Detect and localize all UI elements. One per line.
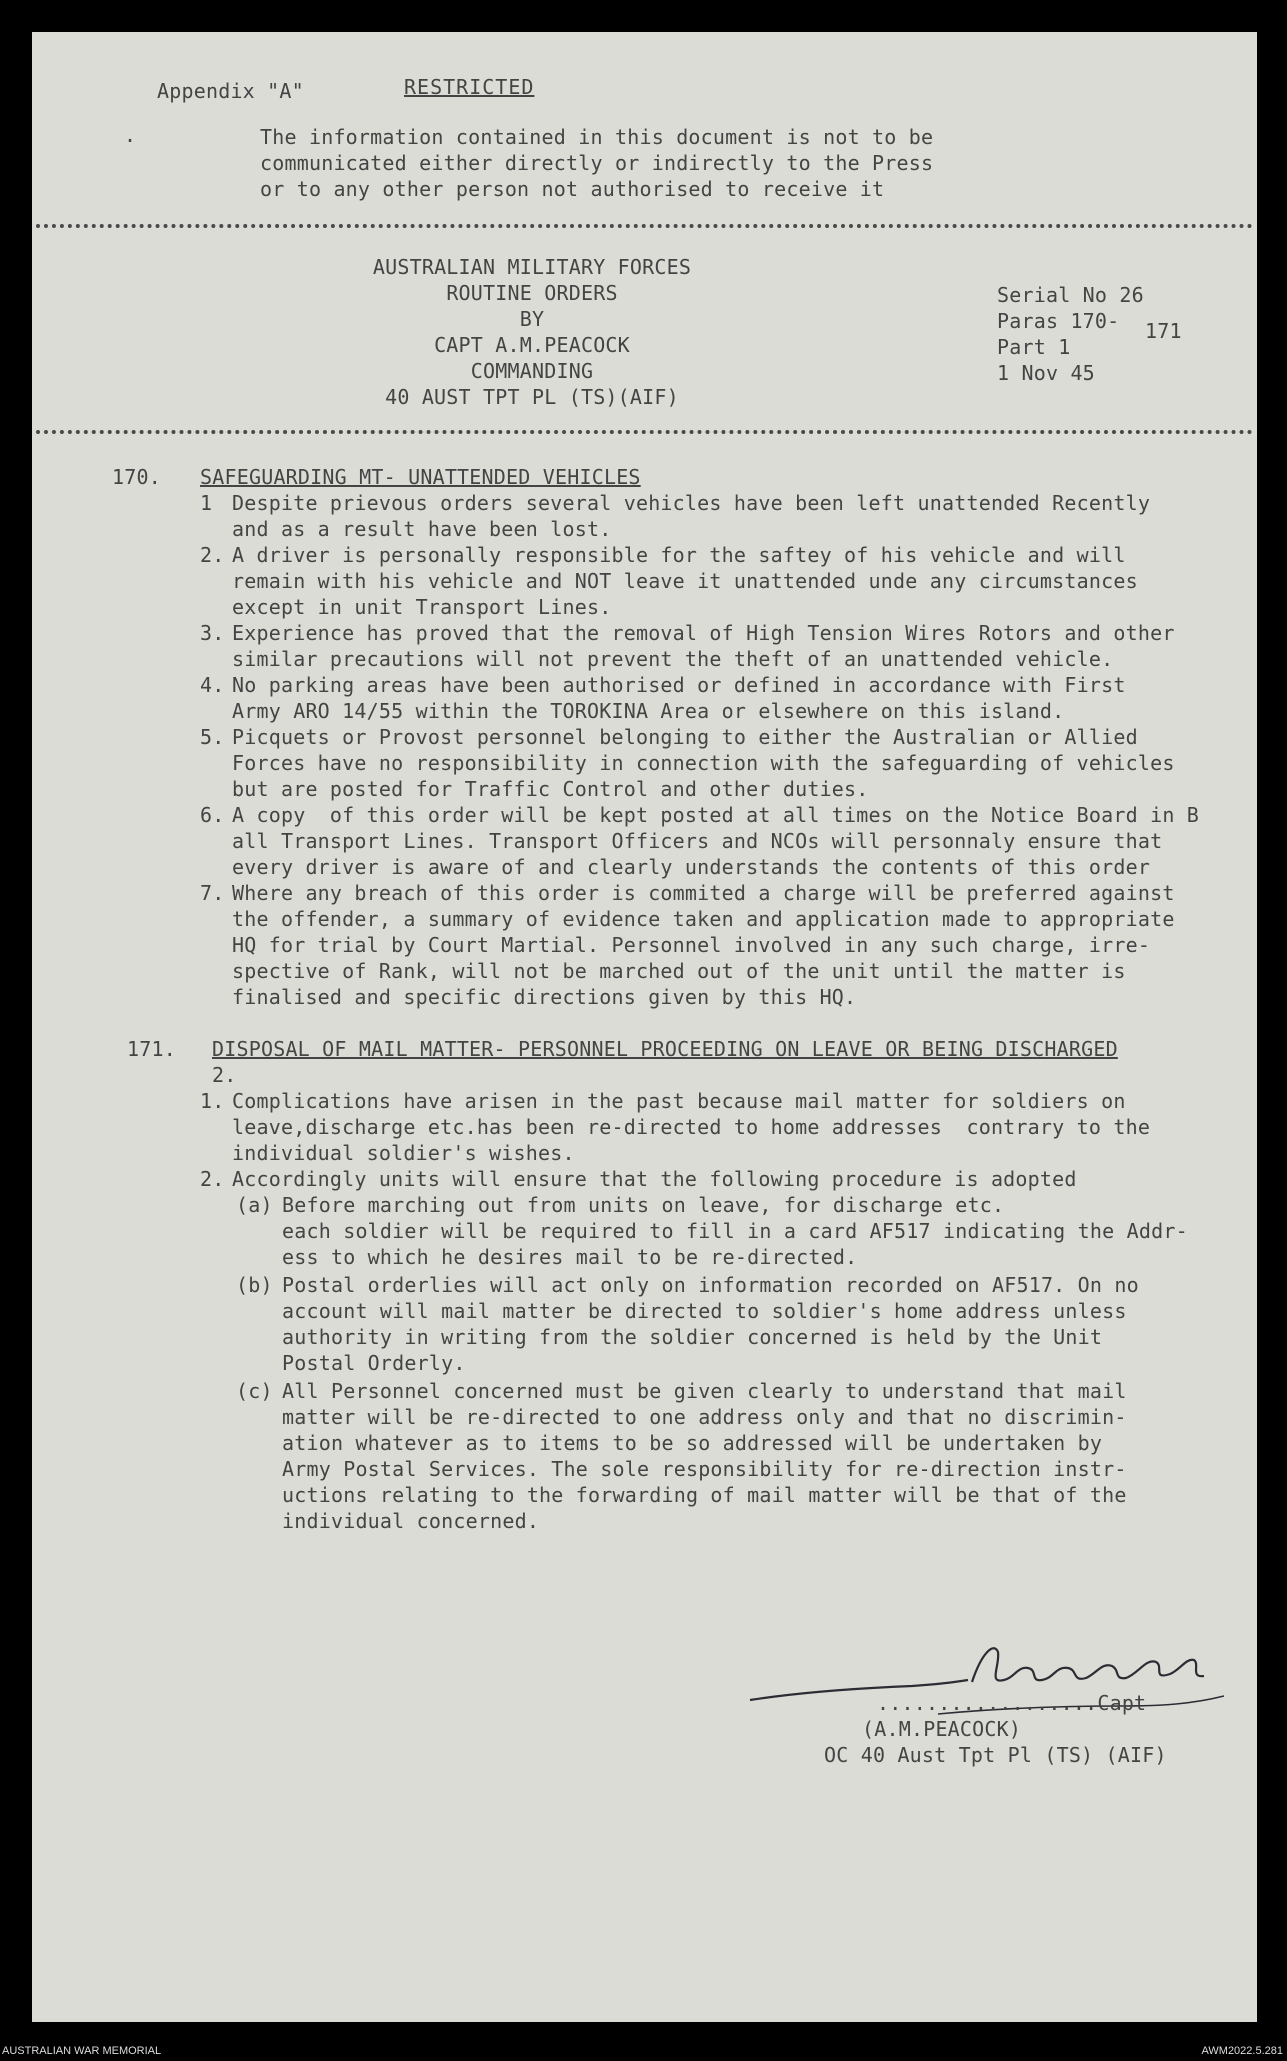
item-line-sub: each soldier will be required to fill in a card AF517 indicating the Addr- bbox=[282, 1219, 1188, 1243]
serial-number: Serial No 26 bbox=[997, 283, 1144, 307]
item-line-sub: ation whatever as to items to be so addressed will be undertaken by bbox=[282, 1431, 1103, 1455]
item-number: (c) bbox=[236, 1379, 273, 1403]
item-line: Despite prievous orders several vehicles have been left unattended Recently bbox=[232, 491, 1151, 515]
item-line: the offender, a summary of evidence taken and application made to appropriate bbox=[232, 907, 1175, 931]
order-title-block bbox=[362, 254, 702, 410]
item-line-sub: Army Postal Services. The sole responsibility for re-direction instr- bbox=[282, 1457, 1127, 1481]
item-line: finalised and specific directions given by this HQ. bbox=[232, 985, 857, 1009]
item-line-sub: Postal Orderly. bbox=[282, 1351, 466, 1375]
item-line: similar precautions will not prevent the theft of an unattended vehicle. bbox=[232, 647, 1114, 671]
archive-credit: AUSTRALIAN WAR MEMORIAL bbox=[2, 2045, 162, 2057]
item-line: Army ARO 14/55 within the TOROKINA Area or elsewhere on this island. bbox=[232, 699, 1065, 723]
title-line: CAPT A.M.PEACOCK bbox=[434, 333, 630, 357]
item-line-sub: matter will be re-directed to one address only and that no discrimin- bbox=[282, 1405, 1127, 1429]
para-171-heading: DISPOSAL OF MAIL MATTER- PERSONNEL PROCEEDING ON LEAVE OR BEING DISCHARGED bbox=[212, 1037, 1118, 1061]
item-line: A copy of this order will be kept posted at all times on the Notice Board in B bbox=[232, 803, 1200, 827]
item-line-sub: Before marching out from units on leave, for discharge etc. bbox=[282, 1193, 1005, 1217]
item-line: Accordingly units will ensure that the following procedure is adopted bbox=[232, 1167, 1077, 1191]
item-line: Complications have arisen in the past because mail matter for soldiers on bbox=[232, 1089, 1126, 1113]
item-line: and as a result have been lost. bbox=[232, 517, 612, 541]
appendix-label: Appendix "A" bbox=[157, 79, 304, 103]
paras-text: Paras 170- bbox=[997, 309, 1120, 333]
item-line: A driver is personally responsible for the saftey of his vehicle and will bbox=[232, 543, 1126, 567]
document-page bbox=[32, 32, 1257, 2022]
para-171-heading-cont: 2. bbox=[212, 1063, 237, 1087]
item-line-sub: Postal orderlies will act only on information recorded on AF517. On no bbox=[282, 1273, 1139, 1297]
item-line: Picquets or Provost personnel belonging to either the Australian or Allied bbox=[232, 725, 1138, 749]
item-number: 2. bbox=[200, 543, 225, 567]
item-line-sub: account will mail matter be directed to soldier's home address unless bbox=[282, 1299, 1127, 1323]
item-line-sub: ess to which he desires mail to be re-directed. bbox=[282, 1245, 858, 1269]
signatory-unit: OC 40 Aust Tpt Pl (TS) (AIF) bbox=[824, 1743, 1167, 1767]
order-date: 1 Nov 45 bbox=[997, 361, 1095, 385]
item-line: leave,discharge etc.has been re-directed to home addresses contrary to the bbox=[232, 1115, 1151, 1139]
item-line: Forces have no responsibility in connection with the safeguarding of vehicles bbox=[232, 751, 1175, 775]
item-line: individual soldier's wishes. bbox=[232, 1141, 575, 1165]
item-line-sub: individual concerned. bbox=[282, 1509, 540, 1533]
mark-dot: . bbox=[124, 123, 137, 147]
para-171-number: 171. bbox=[127, 1037, 176, 1061]
item-line: all Transport Lines. Transport Officers and NCOs will personnaly ensure that bbox=[232, 829, 1163, 853]
item-line-sub: authority in writing from the soldier concerned is held by the Unit bbox=[282, 1325, 1103, 1349]
signatory-name: (A.M.PEACOCK) bbox=[862, 1717, 1022, 1741]
item-line-sub: All Personnel concerned must be given clearly to understand that mail bbox=[282, 1379, 1127, 1403]
item-number: 6. bbox=[200, 803, 225, 827]
item-line: remain with his vehicle and NOT leave it unattended unde any circumstances bbox=[232, 569, 1138, 593]
item-number: 3. bbox=[200, 621, 225, 645]
para-170-number: 170. bbox=[112, 465, 161, 489]
classification-stamp: RESTRICTED bbox=[404, 75, 535, 99]
title-line: ROUTINE ORDERS bbox=[446, 281, 618, 305]
signature-capt-line: ..................Capt bbox=[877, 1691, 1147, 1715]
item-line: spective of Rank, will not be marched out of the unit until the matter is bbox=[232, 959, 1126, 983]
title-line: COMMANDING bbox=[470, 359, 594, 383]
para-170-heading: SAFEGUARDING MT- UNATTENDED VEHICLES bbox=[200, 465, 641, 489]
item-number: 2. bbox=[200, 1167, 225, 1191]
item-number: 7. bbox=[200, 881, 225, 905]
title-line: AUSTRALIAN MILITARY FORCES bbox=[372, 255, 692, 279]
item-number: (b) bbox=[236, 1273, 273, 1297]
item-line-sub: uctions relating to the forwarding of mail matter will be that of the bbox=[282, 1483, 1127, 1507]
restriction-line-1: The information contained in this document is not to be bbox=[260, 125, 934, 149]
item-number: (a) bbox=[236, 1193, 273, 1217]
top-divider bbox=[36, 224, 1253, 228]
archive-reference: AWM2022.5.281 bbox=[1201, 2045, 1283, 2057]
item-number: 4. bbox=[200, 673, 225, 697]
restriction-line-3: or to any other person not authorised to receive it bbox=[260, 177, 885, 201]
part-number: Part 1 bbox=[997, 335, 1071, 359]
item-line: Experience has proved that the removal of High Tension Wires Rotors and other bbox=[232, 621, 1175, 645]
item-line: Where any breach of this order is commited a charge will be preferred against bbox=[232, 881, 1175, 905]
title-line: BY bbox=[519, 307, 545, 331]
item-line: except in unit Transport Lines. bbox=[232, 595, 612, 619]
paras-number bbox=[997, 308, 1144, 334]
serial-block bbox=[997, 282, 1144, 386]
item-line: No parking areas have been authorised or defined in accordance with First bbox=[232, 673, 1126, 697]
item-line: every driver is aware of and clearly understands the contents of this order bbox=[232, 855, 1151, 879]
paras-handwritten-addition: 171 bbox=[1145, 319, 1182, 343]
title-divider bbox=[36, 430, 1253, 434]
item-number: 1. bbox=[200, 1089, 225, 1113]
title-line: 40 AUST TPT PL (TS)(AIF) bbox=[385, 385, 679, 409]
item-line: but are posted for Traffic Control and other duties. bbox=[232, 777, 869, 801]
restriction-line-2: communicated either directly or indirectly to the Press bbox=[260, 151, 934, 175]
item-number: 1 bbox=[200, 491, 213, 515]
item-line: HQ for trial by Court Martial. Personnel involved in any such charge, irre- bbox=[232, 933, 1151, 957]
item-number: 5. bbox=[200, 725, 225, 749]
